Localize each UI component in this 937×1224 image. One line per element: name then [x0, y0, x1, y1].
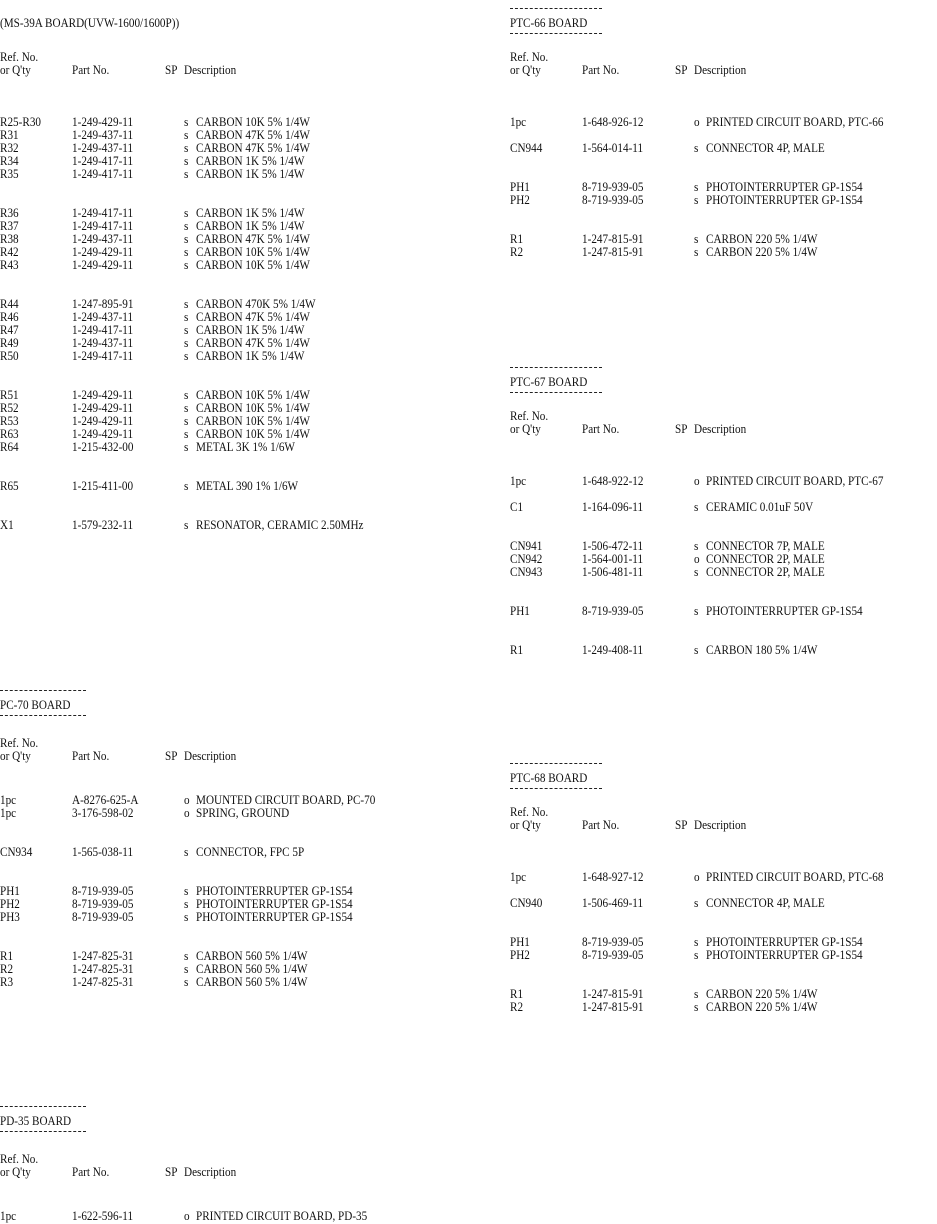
sp-cell: s: [184, 948, 189, 963]
description-cell: PHOTOINTERRUPTER GP-1S54: [196, 896, 353, 911]
sp-cell: s: [694, 231, 699, 246]
ref-cell: R42: [0, 244, 19, 259]
description-cell: CONNECTOR 4P, MALE: [706, 895, 825, 910]
sp-cell: s: [184, 153, 189, 168]
sp-cell: o: [184, 1208, 190, 1223]
ref-cell: PH1: [0, 883, 20, 898]
ref-cell: PH3: [0, 909, 20, 924]
description-cell: PRINTED CIRCUIT BOARD, PTC-67: [706, 473, 884, 488]
sp-cell: o: [184, 792, 190, 807]
ref-cell: PH2: [510, 947, 530, 962]
part-number-cell: 1-648-926-12: [582, 114, 644, 129]
header-part-label: Part No.: [582, 421, 620, 436]
part-number-cell: 8-719-939-05: [582, 934, 644, 949]
part-number-cell: 1-249-408-11: [582, 642, 644, 657]
part-number-cell: 8-719-939-05: [72, 896, 134, 911]
header-ref-label: Ref. No.: [510, 804, 549, 819]
header-part-label: Part No.: [72, 1164, 110, 1179]
header-sp-label: SP: [165, 748, 178, 763]
part-number-cell: 1-249-417-11: [72, 348, 134, 363]
part-number-cell: 1-247-895-91: [72, 296, 134, 311]
description-cell: CARBON 220 5% 1/4W: [706, 999, 818, 1014]
sp-cell: s: [184, 166, 189, 181]
description-cell: CARBON 1K 5% 1/4W: [196, 348, 305, 363]
header-ref-label: Ref. No.: [0, 49, 39, 64]
ref-cell: R1: [510, 231, 524, 246]
header-sp-label: SP: [675, 62, 688, 77]
description-cell: CARBON 560 5% 1/4W: [196, 974, 308, 989]
ref-cell: R36: [0, 205, 19, 220]
part-number-cell: 1-247-815-91: [582, 231, 644, 246]
header-qty-label: or Q'ty: [0, 748, 31, 763]
description-cell: PHOTOINTERRUPTER GP-1S54: [196, 883, 353, 898]
ref-cell: R35: [0, 166, 19, 181]
header-qty-label: or Q'ty: [0, 1164, 31, 1179]
title-rule-bottom: [510, 392, 602, 393]
part-number-cell: 1-249-429-11: [72, 413, 134, 428]
sp-cell: s: [184, 296, 189, 311]
sp-cell: s: [184, 478, 189, 493]
ref-cell: CN944: [510, 140, 543, 155]
part-number-cell: 8-719-939-05: [72, 883, 134, 898]
part-number-cell: 1-164-096-11: [582, 499, 644, 514]
sp-cell: s: [694, 538, 699, 553]
sp-cell: s: [184, 231, 189, 246]
sp-cell: s: [184, 961, 189, 976]
ref-cell: R38: [0, 231, 19, 246]
ref-cell: R25-R30: [0, 114, 41, 129]
sp-cell: s: [694, 603, 699, 618]
part-number-cell: 1-249-437-11: [72, 309, 134, 324]
sp-cell: s: [184, 844, 189, 859]
ref-cell: PH2: [510, 192, 530, 207]
part-number-cell: 1-249-429-11: [72, 426, 134, 441]
ref-cell: R52: [0, 400, 19, 415]
sp-cell: s: [184, 400, 189, 415]
sp-cell: s: [184, 426, 189, 441]
part-number-cell: 1-249-437-11: [72, 335, 134, 350]
sp-cell: o: [694, 869, 700, 884]
page-title: (MS-39A BOARD(UVW-1600/1600P)): [0, 15, 180, 30]
description-cell: CARBON 1K 5% 1/4W: [196, 153, 305, 168]
description-cell: PHOTOINTERRUPTER GP-1S54: [706, 192, 863, 207]
ref-cell: PH1: [510, 179, 530, 194]
header-sp-label: SP: [675, 817, 688, 832]
sp-cell: s: [184, 218, 189, 233]
header-qty-label: or Q'ty: [510, 421, 541, 436]
header-qty-label: or Q'ty: [0, 62, 31, 77]
part-number-cell: 8-719-939-05: [72, 909, 134, 924]
title-rule-top: [510, 367, 602, 368]
description-cell: CONNECTOR 2P, MALE: [706, 551, 825, 566]
ref-cell: R3: [0, 974, 14, 989]
description-cell: CONNECTOR 2P, MALE: [706, 564, 825, 579]
part-number-cell: 1-249-417-11: [72, 153, 134, 168]
description-cell: PRINTED CIRCUIT BOARD, PTC-66: [706, 114, 884, 129]
ref-cell: R53: [0, 413, 19, 428]
sp-cell: o: [184, 805, 190, 820]
header-description-label: Description: [694, 421, 747, 436]
description-cell: CARBON 10K 5% 1/4W: [196, 426, 310, 441]
description-cell: CERAMIC 0.01uF 50V: [706, 499, 814, 514]
sp-cell: s: [184, 348, 189, 363]
part-number-cell: 1-249-417-11: [72, 218, 134, 233]
sp-cell: o: [694, 473, 700, 488]
description-cell: CONNECTOR, FPC 5P: [196, 844, 305, 859]
header-ref-label: Ref. No.: [510, 408, 549, 423]
part-number-cell: 8-719-939-05: [582, 192, 644, 207]
header-ref-label: Ref. No.: [510, 49, 549, 64]
ref-cell: 1pc: [510, 869, 527, 884]
part-number-cell: 1-247-815-91: [582, 244, 644, 259]
description-cell: MOUNTED CIRCUIT BOARD, PC-70: [196, 792, 376, 807]
ref-cell: R44: [0, 296, 19, 311]
ref-cell: R46: [0, 309, 19, 324]
ref-cell: R63: [0, 426, 19, 441]
header-description-label: Description: [694, 817, 747, 832]
description-cell: CONNECTOR 4P, MALE: [706, 140, 825, 155]
sp-cell: s: [184, 309, 189, 324]
header-sp-label: SP: [165, 62, 178, 77]
part-number-cell: 1-247-815-91: [582, 999, 644, 1014]
part-number-cell: 1-648-927-12: [582, 869, 644, 884]
description-cell: PRINTED CIRCUIT BOARD, PTC-68: [706, 869, 884, 884]
description-cell: PHOTOINTERRUPTER GP-1S54: [706, 947, 863, 962]
title-rule-bottom: [510, 788, 602, 789]
part-number-cell: 1-579-232-11: [72, 517, 134, 532]
part-number-cell: 1-506-481-11: [582, 564, 644, 579]
sp-cell: s: [184, 322, 189, 337]
ref-cell: R31: [0, 127, 19, 142]
sp-cell: s: [184, 140, 189, 155]
part-number-cell: 1-215-411-00: [72, 478, 134, 493]
header-description-label: Description: [184, 62, 237, 77]
description-cell: METAL 390 1% 1/6W: [196, 478, 299, 493]
title-rule-top: [510, 763, 602, 764]
sp-cell: o: [694, 551, 700, 566]
description-cell: PHOTOINTERRUPTER GP-1S54: [706, 179, 863, 194]
ref-cell: C1: [510, 499, 524, 514]
board-title: PTC-67 BOARD: [510, 374, 588, 389]
ref-cell: R1: [0, 948, 14, 963]
sp-cell: s: [184, 244, 189, 259]
ref-cell: R34: [0, 153, 19, 168]
description-cell: CARBON 47K 5% 1/4W: [196, 127, 310, 142]
part-number-cell: 1-622-596-11: [72, 1208, 134, 1223]
sp-cell: s: [694, 934, 699, 949]
sp-cell: s: [184, 439, 189, 454]
sp-cell: s: [694, 140, 699, 155]
ref-cell: CN943: [510, 564, 543, 579]
description-cell: CARBON 10K 5% 1/4W: [196, 114, 310, 129]
ref-cell: R64: [0, 439, 19, 454]
description-cell: CARBON 220 5% 1/4W: [706, 231, 818, 246]
description-cell: PHOTOINTERRUPTER GP-1S54: [706, 934, 863, 949]
sp-cell: o: [694, 114, 700, 129]
description-cell: CARBON 1K 5% 1/4W: [196, 166, 305, 181]
description-cell: PHOTOINTERRUPTER GP-1S54: [706, 603, 863, 618]
header-description-label: Description: [694, 62, 747, 77]
part-number-cell: 1-249-417-11: [72, 322, 134, 337]
sp-cell: s: [694, 999, 699, 1014]
sp-cell: s: [184, 413, 189, 428]
ref-cell: R2: [0, 961, 14, 976]
part-number-cell: 1-249-437-11: [72, 231, 134, 246]
part-number-cell: 3-176-598-02: [72, 805, 134, 820]
sp-cell: s: [694, 642, 699, 657]
part-number-cell: 1-247-815-91: [582, 986, 644, 1001]
part-number-cell: 8-719-939-05: [582, 603, 644, 618]
part-number-cell: 1-249-429-11: [72, 244, 134, 259]
ref-cell: 1pc: [0, 1208, 17, 1223]
part-number-cell: A-8276-625-A: [72, 792, 139, 807]
description-cell: CARBON 1K 5% 1/4W: [196, 218, 305, 233]
sp-cell: s: [694, 564, 699, 579]
title-rule-bottom: [510, 33, 602, 34]
description-cell: CARBON 220 5% 1/4W: [706, 986, 818, 1001]
part-number-cell: 1-564-001-11: [582, 551, 644, 566]
part-number-cell: 1-249-437-11: [72, 127, 134, 142]
ref-cell: 1pc: [510, 473, 527, 488]
description-cell: CARBON 10K 5% 1/4W: [196, 413, 310, 428]
ref-cell: R51: [0, 387, 19, 402]
header-part-label: Part No.: [72, 62, 110, 77]
ref-cell: PH1: [510, 934, 530, 949]
ref-cell: CN941: [510, 538, 543, 553]
description-cell: PHOTOINTERRUPTER GP-1S54: [196, 909, 353, 924]
sp-cell: s: [184, 909, 189, 924]
ref-cell: R37: [0, 218, 19, 233]
title-rule-bottom: [0, 1131, 86, 1132]
ref-cell: 1pc: [510, 114, 527, 129]
sp-cell: s: [694, 499, 699, 514]
part-number-cell: 1-506-469-11: [582, 895, 644, 910]
ref-cell: R2: [510, 244, 524, 259]
description-cell: CARBON 470K 5% 1/4W: [196, 296, 316, 311]
board-title: PTC-68 BOARD: [510, 770, 588, 785]
part-number-cell: 1-565-038-11: [72, 844, 134, 859]
description-cell: CARBON 10K 5% 1/4W: [196, 400, 310, 415]
sp-cell: s: [184, 883, 189, 898]
ref-cell: R2: [510, 999, 524, 1014]
description-cell: CONNECTOR 7P, MALE: [706, 538, 825, 553]
part-number-cell: 1-506-472-11: [582, 538, 644, 553]
ref-cell: PH1: [510, 603, 530, 618]
part-number-cell: 1-249-429-11: [72, 114, 134, 129]
description-cell: CARBON 180 5% 1/4W: [706, 642, 818, 657]
part-number-cell: 1-247-825-31: [72, 948, 134, 963]
sp-cell: s: [184, 205, 189, 220]
header-qty-label: or Q'ty: [510, 817, 541, 832]
ref-cell: R65: [0, 478, 19, 493]
ref-cell: CN942: [510, 551, 543, 566]
ref-cell: CN940: [510, 895, 543, 910]
description-cell: CARBON 1K 5% 1/4W: [196, 205, 305, 220]
sp-cell: s: [184, 517, 189, 532]
part-number-cell: 8-719-939-05: [582, 947, 644, 962]
sp-cell: s: [184, 387, 189, 402]
description-cell: RESONATOR, CERAMIC 2.50MHz: [196, 517, 364, 532]
description-cell: CARBON 560 5% 1/4W: [196, 948, 308, 963]
ref-cell: X1: [0, 517, 14, 532]
sp-cell: s: [184, 257, 189, 272]
sp-cell: s: [694, 986, 699, 1001]
part-number-cell: 1-564-014-11: [582, 140, 644, 155]
title-rule-top: [0, 1106, 86, 1107]
sp-cell: s: [184, 335, 189, 350]
ref-cell: 1pc: [0, 792, 17, 807]
ref-cell: R32: [0, 140, 19, 155]
header-description-label: Description: [184, 748, 237, 763]
ref-cell: 1pc: [0, 805, 17, 820]
ref-cell: R49: [0, 335, 19, 350]
sp-cell: s: [694, 179, 699, 194]
sp-cell: s: [694, 947, 699, 962]
board-title: PTC-66 BOARD: [510, 15, 588, 30]
description-cell: SPRING, GROUND: [196, 805, 290, 820]
part-number-cell: 1-648-922-12: [582, 473, 644, 488]
description-cell: CARBON 10K 5% 1/4W: [196, 257, 310, 272]
header-part-label: Part No.: [582, 62, 620, 77]
ref-cell: R1: [510, 642, 524, 657]
part-number-cell: 1-249-429-11: [72, 387, 134, 402]
ref-cell: PH2: [0, 896, 20, 911]
board-title: PD-35 BOARD: [0, 1113, 72, 1128]
header-sp-label: SP: [165, 1164, 178, 1179]
title-rule-top: [510, 8, 602, 9]
header-part-label: Part No.: [582, 817, 620, 832]
description-cell: CARBON 47K 5% 1/4W: [196, 309, 310, 324]
sp-cell: s: [184, 114, 189, 129]
description-cell: CARBON 10K 5% 1/4W: [196, 244, 310, 259]
part-number-cell: 8-719-939-05: [582, 179, 644, 194]
header-qty-label: or Q'ty: [510, 62, 541, 77]
part-number-cell: 1-247-825-31: [72, 961, 134, 976]
description-cell: CARBON 47K 5% 1/4W: [196, 231, 310, 246]
part-number-cell: 1-249-429-11: [72, 257, 134, 272]
sp-cell: s: [184, 127, 189, 142]
description-cell: CARBON 560 5% 1/4W: [196, 961, 308, 976]
ref-cell: CN934: [0, 844, 33, 859]
sp-cell: s: [694, 192, 699, 207]
description-cell: PRINTED CIRCUIT BOARD, PD-35: [196, 1208, 368, 1223]
ref-cell: R1: [510, 986, 524, 1001]
header-description-label: Description: [184, 1164, 237, 1179]
sp-cell: s: [694, 244, 699, 259]
header-sp-label: SP: [675, 421, 688, 436]
ref-cell: R43: [0, 257, 19, 272]
part-number-cell: 1-249-437-11: [72, 140, 134, 155]
part-number-cell: 1-247-825-31: [72, 974, 134, 989]
description-cell: CARBON 47K 5% 1/4W: [196, 335, 310, 350]
description-cell: CARBON 47K 5% 1/4W: [196, 140, 310, 155]
ref-cell: R50: [0, 348, 19, 363]
part-number-cell: 1-215-432-00: [72, 439, 134, 454]
board-title: PC-70 BOARD: [0, 697, 71, 712]
part-number-cell: 1-249-417-11: [72, 166, 134, 181]
description-cell: METAL 3K 1% 1/6W: [196, 439, 295, 454]
title-rule-bottom: [0, 715, 86, 716]
sp-cell: s: [184, 896, 189, 911]
description-cell: CARBON 220 5% 1/4W: [706, 244, 818, 259]
part-number-cell: 1-249-429-11: [72, 400, 134, 415]
description-cell: CARBON 1K 5% 1/4W: [196, 322, 305, 337]
header-ref-label: Ref. No.: [0, 1151, 39, 1166]
title-rule-top: [0, 690, 86, 691]
description-cell: CARBON 10K 5% 1/4W: [196, 387, 310, 402]
sp-cell: s: [694, 895, 699, 910]
sp-cell: s: [184, 974, 189, 989]
header-ref-label: Ref. No.: [0, 735, 39, 750]
part-number-cell: 1-249-417-11: [72, 205, 134, 220]
header-part-label: Part No.: [72, 748, 110, 763]
ref-cell: R47: [0, 322, 19, 337]
